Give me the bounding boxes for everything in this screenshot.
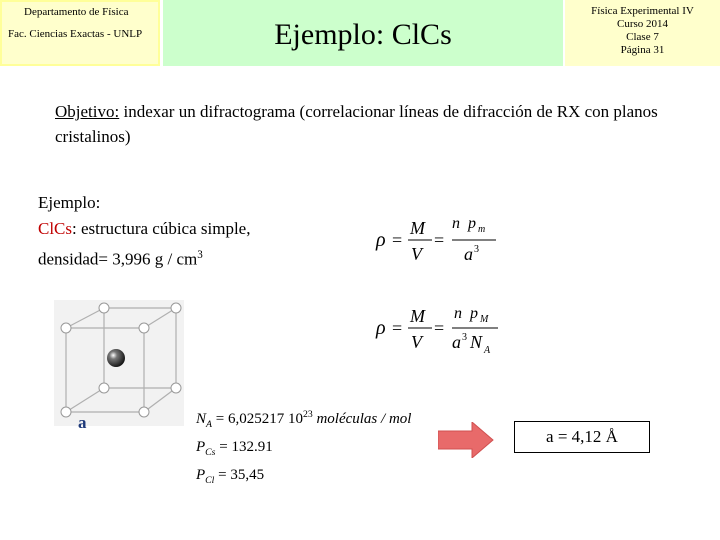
density-formula-1: [372, 212, 512, 268]
cs-subscript: Cs: [205, 447, 216, 458]
p-subscript: M: [480, 314, 489, 325]
course-line: Clase 7: [626, 31, 659, 43]
right-arrow-icon: [438, 422, 494, 458]
a-exponent: 3: [462, 332, 467, 343]
equals-sign: =: [392, 230, 403, 250]
avogadro-unit: moléculas / mol: [312, 411, 412, 427]
denominator-n: N: [470, 332, 483, 352]
denominator-a: a: [452, 332, 461, 352]
course-line: Curso 2014: [616, 18, 669, 30]
numerator-n: n: [454, 305, 462, 322]
cs-symbol: P: [196, 439, 206, 455]
header-left-panel: [0, 0, 160, 66]
faculty-label: Fac. Ciencias Exactas - UNLP: [8, 28, 143, 40]
cl-weight-line: [196, 464, 411, 492]
cl-subscript: Cl: [205, 475, 215, 486]
structure-text: : estructura cúbica simple,: [72, 219, 251, 238]
objective-label: Objetivo:: [55, 102, 120, 121]
avogadro-exponent: 23: [302, 409, 313, 420]
rho-symbol: ρ: [376, 229, 386, 251]
header-right-panel: [565, 0, 720, 66]
constants-block: [196, 404, 411, 492]
course-line: Física Experimental IV: [591, 5, 694, 17]
density-formula-2: [372, 300, 512, 360]
n-subscript: A: [484, 345, 491, 356]
p-subscript: m: [478, 224, 486, 235]
denominator-v: V: [411, 332, 422, 352]
avogadro-line: [196, 404, 411, 436]
objective-text: [55, 99, 675, 149]
cl-value: = 35,45: [214, 467, 265, 483]
equals-sign: =: [434, 318, 445, 338]
example-block: [38, 190, 250, 273]
result-box: a = 4,12 Å: [514, 421, 650, 453]
header-title-panel: [163, 0, 563, 66]
simple-cubic-structure-icon: [54, 300, 184, 426]
numerator-m: M: [410, 306, 425, 326]
a-exponent: 3: [474, 244, 479, 255]
course-info: [565, 5, 720, 57]
compound-name: ClCs: [38, 219, 73, 238]
example-structure: [38, 216, 250, 242]
cs-value: = 132.91: [215, 439, 273, 455]
objective-body: indexar un difractograma (correlacionar líneas de difracción de RX con planos cristalinos): [55, 102, 658, 146]
avogadro-symbol: N: [196, 411, 207, 427]
equals-sign: =: [434, 230, 445, 250]
numerator-m: M: [410, 218, 425, 238]
cs-weight-line: [196, 436, 411, 464]
cube-edge-label: a: [78, 413, 87, 432]
cl-symbol: P: [196, 467, 206, 483]
numerator-p: p: [470, 305, 478, 322]
density-text: densidad= 3,996 g / cm: [38, 249, 198, 269]
avogadro-value: = 6,025217 10: [211, 411, 303, 427]
course-line: Página 31: [620, 44, 665, 56]
denominator-v: V: [411, 244, 422, 264]
rho-symbol: ρ: [376, 317, 386, 339]
numerator-n: n: [452, 215, 460, 232]
numerator-p: p: [468, 215, 476, 232]
example-heading: Ejemplo:: [38, 193, 101, 212]
density-exponent: 3: [197, 249, 203, 261]
department-label: Departamento de Física: [24, 6, 129, 18]
cubic-cell-image: [54, 300, 184, 426]
equals-sign: =: [392, 318, 403, 338]
avogadro-subscript: A: [206, 419, 212, 430]
page-title: Ejemplo: ClCs: [274, 18, 452, 51]
density-line: [38, 242, 250, 273]
denominator-a: a: [464, 244, 473, 264]
